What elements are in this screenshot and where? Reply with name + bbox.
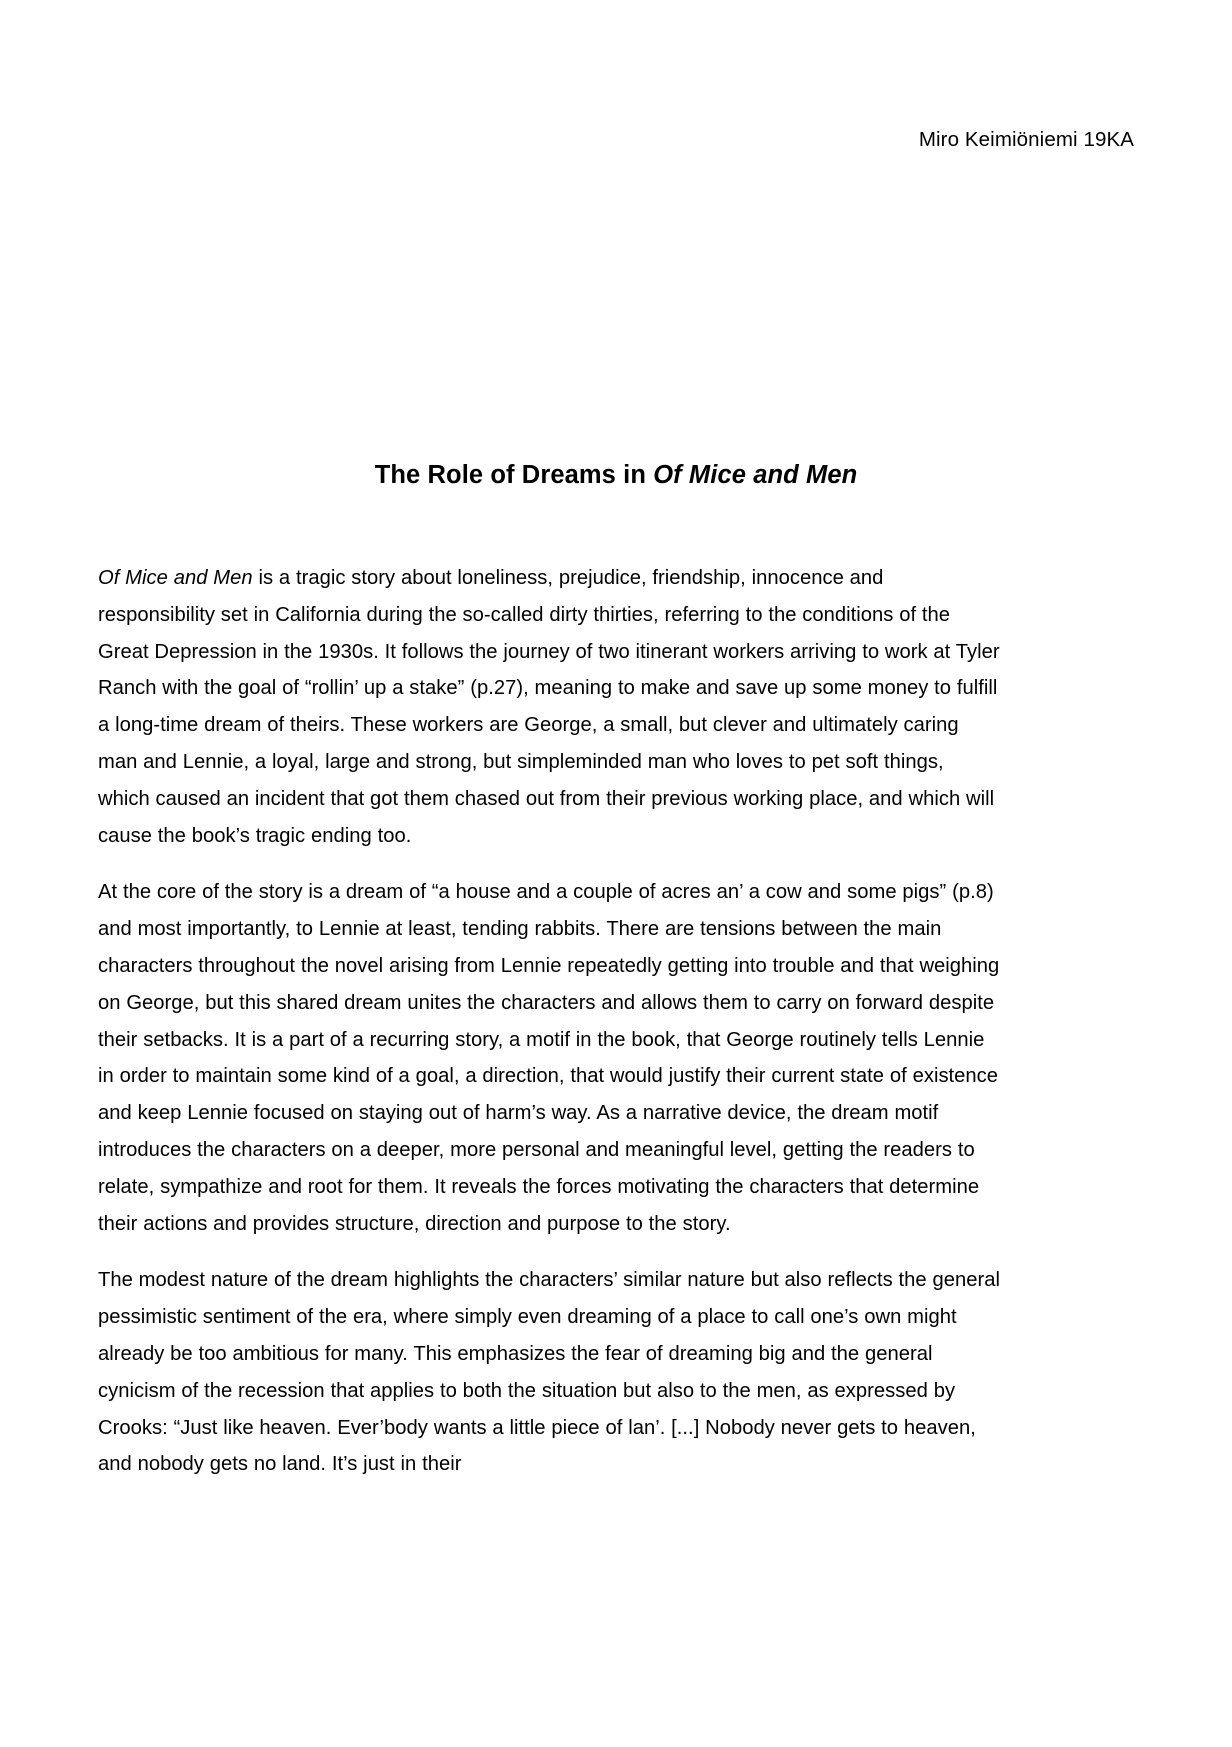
title-prefix: The Role of Dreams in <box>374 461 654 490</box>
title-book-name: Of Mice and Men <box>653 461 858 490</box>
page-title <box>98 460 1134 492</box>
document-header-author: Miro Keimiöniemi 19KA <box>918 128 1134 151</box>
inline-book-title: Of Mice and Men <box>98 567 253 589</box>
document-body <box>98 560 1001 1483</box>
paragraph-intro <box>98 560 1001 854</box>
paragraph-core-dream: At the core of the story is a dream of “a house and a couple of acres an’ a cow and some pigs” (p.8) and most importantly, to Lennie at least, tending rabbits. There are tensions between the main characters throughout the novel arising from Lennie repeatedly getting into trouble and that weighing on George, but this shared dream unites the characters and allows them to carry on forward despite their setbacks. It is a part of a recurring story, a motif in the book, that George routinely tells Lennie in order to maintain some kind of a goal, a direction, that would justify their current state of existence and keep Lennie focused on staying out of harm’s way. As a narrative device, the dream motif introduces the characters on a deeper, more personal and meaningful level, getting the readers to relate, sympathize and root for them. It reveals the forces motivating the characters that determine their actions and provides structure, direction and purpose to the story. <box>98 881 1000 1235</box>
paragraph-modest-nature: The modest nature of the dream highlights the characters’ similar nature but also reflects the general pessimistic sentiment of the era, where simply even dreaming of a place to call one’s own might already be too ambitious for many. This emphasizes the fear of dreaming big and the general cynicism of the recession that applies to both the situation but also to the men, as expressed by Crooks: “Just like heaven. Ever’body wants a little piece of lan’. [...] Nobody never gets to heaven, and nobody gets no land. It’s just in their <box>98 1269 1000 1476</box>
paragraph-intro-text: is a tragic story about loneliness, prejudice, friendship, innocence and responsibility set in California during the so-called dirty thirties, referring to the conditions of the Great Depression in the 1930s. It follows the journey of two itinerant workers arriving to work at Tyler Ranch with the goal of “rollin’ up a stake” (p.27), meaning to make and save up some money to fulfill a long-time dream of theirs. These workers are George, a small, but clever and ultimately caring man and Lennie, a loyal, large and strong, but simpleminded man who loves to pet soft things, which caused an incident that got them chased out from their previous working place, and which will cause the book’s tragic ending too. <box>98 567 1000 847</box>
